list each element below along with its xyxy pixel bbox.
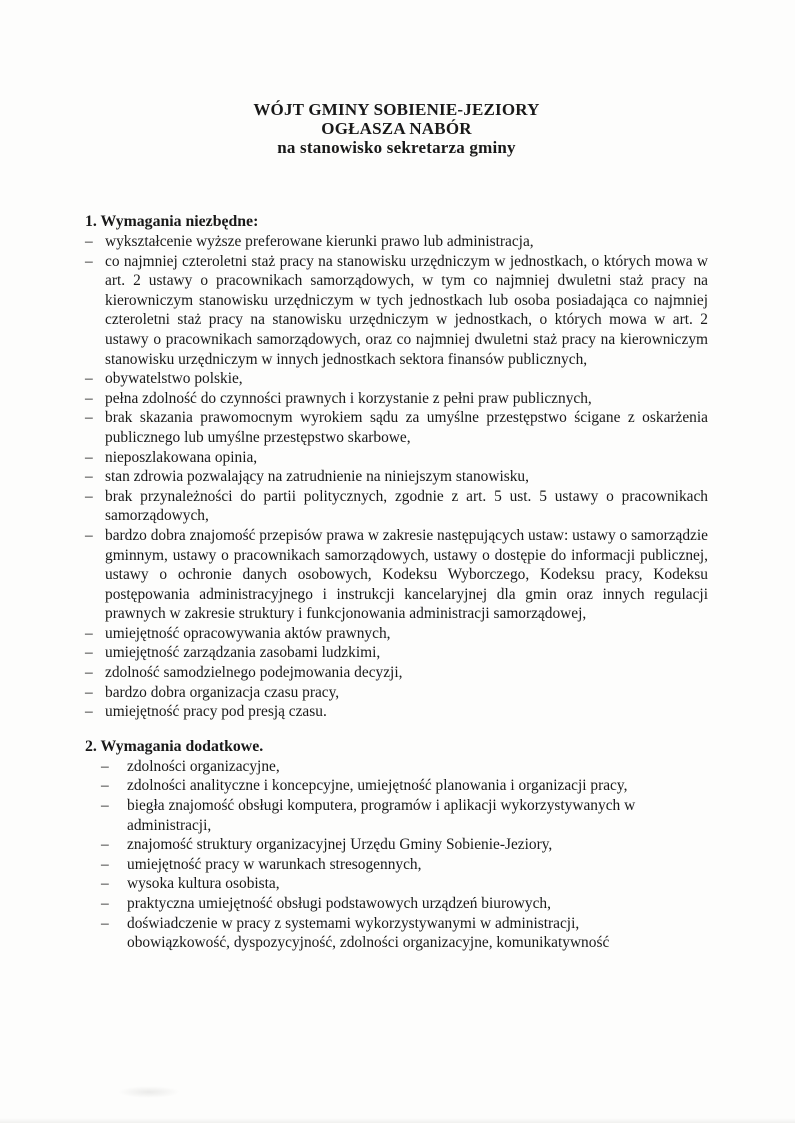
section-1-heading: 1. Wymagania niezbędne: bbox=[85, 213, 259, 230]
list-item bbox=[85, 369, 708, 389]
dash-bullet: – bbox=[85, 389, 93, 407]
list-item bbox=[85, 389, 708, 409]
dash-bullet: – bbox=[85, 487, 93, 505]
list-item bbox=[85, 467, 708, 487]
list-item-text: co najmniej czteroletni staż pracy na stanowisku urzędniczym w jednostkach, o których mowa w art. 2 ustawy o pracownikach samorządowych, w tym co najmniej dwuletni staż pracy na kierowniczym stanowisku urzędniczym w tych jednostkach lub osoba posiadająca co najmniej czteroletni staż pracy na stanowisku urzędniczym w jednostkach, o których mowa w art. 2 ustawy o pracownikach samorządowych, oraz co najmniej dwuletni staż pracy na kierowniczym stanowisku urzędniczym w innych jednostkach sektora finansów publicznych, bbox=[105, 252, 708, 368]
document-title bbox=[85, 100, 708, 157]
title-line-position: na stanowisko sekretarza gminy bbox=[277, 138, 516, 157]
list-item-text: pełna zdolność do czynności prawnych i korzystanie z pełni praw publicznych, bbox=[105, 389, 592, 407]
list-item-text: praktyczna umiejętność obsługi podstawowych urządzeń biurowych, bbox=[127, 895, 551, 912]
list-item-text: wykształcenie wyższe preferowane kierunki prawo lub administracja, bbox=[105, 233, 534, 250]
section-2-heading: 2. Wymagania dodatkowe. bbox=[85, 737, 264, 755]
dash-bullet: – bbox=[85, 252, 93, 270]
list-item bbox=[85, 526, 708, 624]
list-item-text: obywatelstwo polskie, bbox=[105, 370, 243, 388]
dash-bullet: – bbox=[101, 757, 109, 775]
list-item bbox=[101, 894, 708, 914]
list-item-text: nieposzlakowana opinia, bbox=[105, 448, 258, 466]
list-item bbox=[101, 914, 708, 953]
list-item-text: umiejętność pracy pod presją czasu. bbox=[105, 703, 327, 721]
list-item-text: bardzo dobra znajomość przepisów prawa w zakresie następujących ustaw: ustawy o samorządzie gminnym, ustawy o pracownikach samorządowych, ustawy o dostępie do informacji publicznej, ustawy o ochronie danych osobowych, Kodeksu Wyborczego, Kodeksu pracy, Kodeksu postępowania administracyjnego i instrukcji kancelaryjnej dla gmin oraz innych regulacji prawnych w zakresie struktury i funkcjonowania administracji samorządowej, bbox=[105, 526, 708, 623]
list-item bbox=[101, 796, 708, 835]
dash-bullet: – bbox=[101, 914, 109, 932]
dash-bullet: – bbox=[101, 875, 109, 893]
dash-bullet: – bbox=[85, 468, 93, 486]
list-item bbox=[85, 702, 708, 722]
list-item bbox=[101, 874, 708, 894]
dash-bullet: – bbox=[85, 683, 93, 701]
list-item-text-line-2: obowiązkowość, dyspozycyjność, zdolności organizacyjne, komunikatywność bbox=[127, 934, 610, 952]
list-item-text: zdolności analityczne i koncepcyjne, umiejętność planowania i organizacji pracy, bbox=[127, 777, 628, 795]
list-item bbox=[101, 855, 708, 875]
list-item-text-line-1: doświadczenie w pracy z systemami wykorzystywanymi w administracji, bbox=[127, 914, 580, 932]
section-1-list bbox=[85, 232, 708, 722]
list-item bbox=[85, 643, 708, 663]
list-item bbox=[85, 683, 708, 703]
list-item-text: umiejętność opracowywania aktów prawnych, bbox=[105, 624, 391, 642]
list-item bbox=[101, 776, 708, 796]
dash-bullet: – bbox=[101, 836, 109, 854]
dash-bullet: – bbox=[85, 370, 93, 388]
title-line-issuer: WÓJT GMINY SOBIENIE-JEZIORY bbox=[253, 100, 540, 119]
section-wymagania-dodatkowe bbox=[85, 736, 708, 953]
list-item bbox=[101, 757, 708, 777]
list-item-text: umiejętność zarządzania zasobami ludzkimi, bbox=[105, 644, 381, 662]
dash-bullet: – bbox=[101, 895, 109, 912]
list-item bbox=[85, 448, 708, 468]
dash-bullet: – bbox=[85, 703, 93, 721]
list-item bbox=[85, 624, 708, 644]
list-item-text: brak przynależności do partii politycznych, zgodnie z art. 5 ust. 5 ustawy o pracownikach samorządowych, bbox=[105, 487, 708, 525]
list-item-text: znajomość struktury organizacyjnej Urzędu Gminy Sobienie-Jeziory, bbox=[127, 836, 553, 854]
list-item bbox=[85, 232, 708, 252]
list-item-multiline bbox=[127, 914, 708, 953]
dash-bullet: – bbox=[85, 526, 93, 544]
list-item-text: biegła znajomość obsługi komputera, programów i aplikacji wykorzystywanych w administracji, bbox=[127, 797, 636, 834]
dash-bullet: – bbox=[101, 797, 109, 815]
list-item bbox=[85, 663, 708, 683]
list-item bbox=[85, 487, 708, 526]
dash-bullet: – bbox=[85, 624, 93, 642]
title-line-announcement: OGŁASZA NABÓR bbox=[321, 119, 472, 138]
dash-bullet: – bbox=[85, 233, 93, 250]
dash-bullet: – bbox=[101, 777, 109, 795]
section-wymagania-niezbedne bbox=[85, 211, 708, 722]
list-item-text: stan zdrowia pozwalający na zatrudnienie na niniejszym stanowisku, bbox=[105, 468, 529, 486]
list-item bbox=[101, 835, 708, 855]
list-item bbox=[85, 252, 708, 370]
dash-bullet: – bbox=[85, 448, 93, 466]
list-item-text: wysoka kultura osobista, bbox=[127, 875, 280, 893]
dash-bullet: – bbox=[85, 409, 93, 427]
list-item-text: zdolność samodzielnego podejmowania decyzji, bbox=[105, 664, 403, 682]
scan-edge-shadow bbox=[0, 1118, 795, 1123]
dash-bullet: – bbox=[85, 664, 93, 682]
list-item-text: umiejętność pracy w warunkach stresogennych, bbox=[127, 855, 422, 873]
section-2-list bbox=[101, 757, 708, 953]
dash-bullet: – bbox=[101, 855, 109, 873]
list-item bbox=[85, 408, 708, 447]
list-item-text: bardzo dobra organizacja czasu pracy, bbox=[105, 683, 340, 701]
scan-artifact bbox=[118, 1086, 180, 1098]
list-item-text: zdolności organizacyjne, bbox=[127, 757, 280, 775]
document-body bbox=[85, 100, 708, 953]
dash-bullet: – bbox=[85, 644, 93, 662]
list-item-text: brak skazania prawomocnym wyrokiem sądu za umyślne przestępstwo ścigane z oskarżenia publicznego lub umyślne przestępstwo skarbowe, bbox=[105, 409, 708, 446]
